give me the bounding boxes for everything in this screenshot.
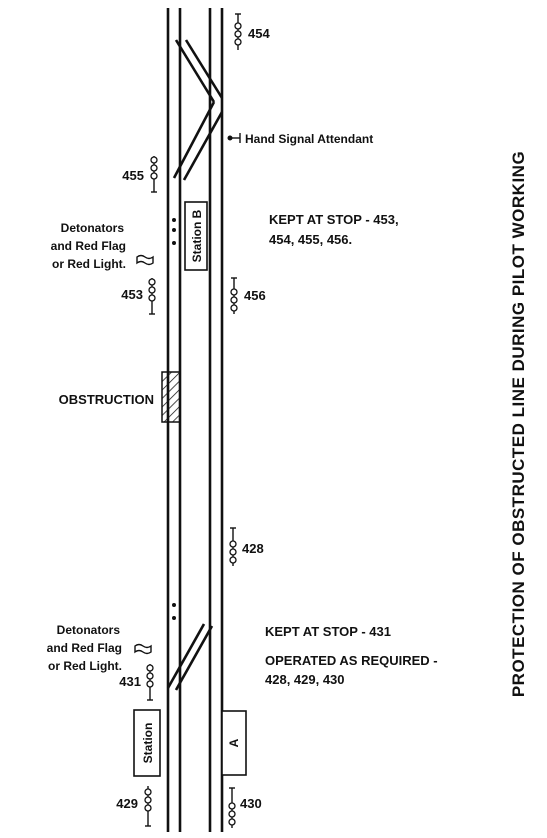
note-top-line-1: KEPT AT STOP - 453,: [269, 212, 399, 227]
detonators-bottom-line-1: Detonators: [56, 623, 120, 637]
detonators-top-line-1: Detonators: [60, 221, 124, 235]
signal-454: [235, 14, 241, 50]
detonator-mark: [172, 241, 176, 245]
signal-453: [149, 278, 155, 314]
note-top-line-2: 454, 455, 456.: [269, 232, 353, 247]
detonator-mark: [172, 228, 176, 232]
detonators-bottom-line-3: or Red Light.: [48, 659, 122, 673]
note-bottom-line-1: KEPT AT STOP - 431: [265, 624, 391, 639]
detonator-mark: [172, 616, 176, 620]
signal-456: [231, 278, 237, 314]
hand-signal-marker: [228, 133, 241, 143]
obstruction-block: [162, 372, 180, 422]
signal-428-label: 428: [242, 541, 264, 556]
signal-429: [145, 786, 151, 826]
hand-signal-label: Hand Signal Attendant: [245, 132, 374, 146]
detonators-top-line-2: and Red Flag: [50, 239, 126, 253]
note-bottom-line-2: OPERATED AS REQUIRED -: [265, 653, 438, 668]
note-bottom-line-3: 428, 429, 430: [265, 672, 345, 687]
signal-431-label: 431: [119, 674, 141, 689]
signal-456-label: 456: [244, 288, 266, 303]
lower-crossover: [168, 624, 212, 690]
crossover-bottom-a: [168, 624, 204, 688]
detonators-top-line-3: or Red Light.: [52, 257, 126, 271]
crossover-upper-a: [176, 40, 214, 102]
signal-430: [229, 788, 235, 828]
station-b-label: Station B: [190, 209, 204, 263]
signal-430-label: 430: [240, 796, 262, 811]
crossover-bottom-b: [176, 626, 212, 690]
crossover-upper-b: [186, 40, 222, 98]
diagram-title: PROTECTION OF OBSTRUCTED LINE DURING PILOT WORKING: [509, 150, 528, 698]
signal-431: [147, 664, 153, 700]
station-a-left-label: Station: [141, 722, 155, 764]
detonators-bottom-line-2: and Red Flag: [46, 641, 122, 655]
signal-429-label: 429: [116, 796, 138, 811]
detonator-mark: [172, 218, 176, 222]
detonator-mark: [172, 603, 176, 607]
signal-453-label: 453: [121, 287, 143, 302]
signal-455: [151, 156, 157, 192]
signal-455-label: 455: [122, 168, 144, 183]
red-flag-icon: [137, 256, 153, 265]
station-a-right-label: A: [227, 738, 241, 748]
signal-428: [230, 528, 236, 566]
obstruction-label: OBSTRUCTION: [58, 392, 154, 407]
red-flag-icon: [135, 645, 151, 654]
signal-454-label: 454: [248, 26, 270, 41]
